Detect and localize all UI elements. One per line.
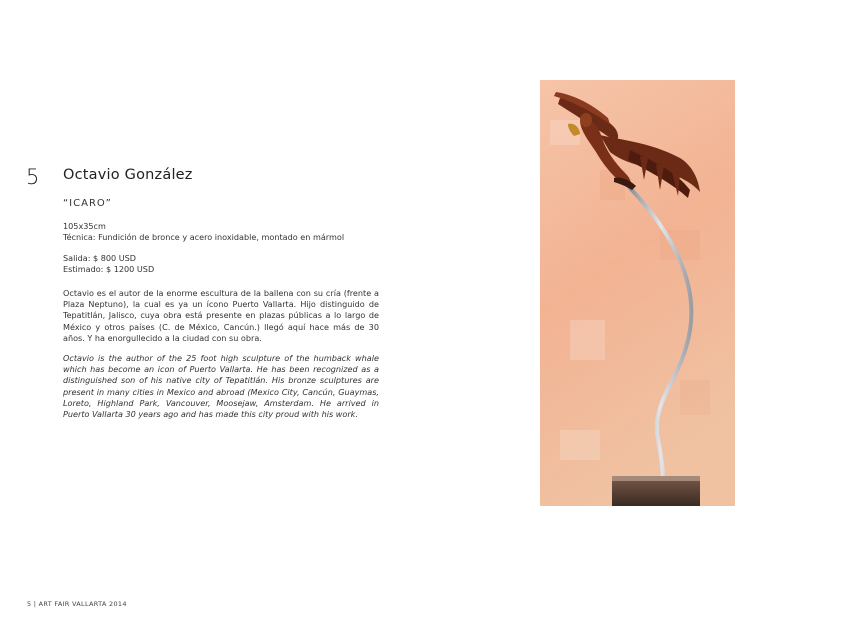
page-footer: 5 | ART FAIR VALLARTA 2014 bbox=[27, 600, 127, 608]
artwork-dimensions: 105x35cm bbox=[63, 221, 106, 231]
marble-base-top bbox=[612, 476, 700, 481]
bio-english-text: Octavio is the author of the 25 foot high sculpture of the humback whale which has become an icon of Puerto Vallarta. He has been recognized as a distinguished son of his native city of Tepatitlán. His bronze sculptures are present in many cities in Mexico and abroad (Mexico City, Cancún, Guaymas, Loreto, Highland Park, Vancouver, Moosejaw, Amsterdam. He arrived in Puerto Vallarta 30 years ago and has made this city proud with his work. bbox=[63, 353, 379, 420]
bio-english bbox=[63, 353, 379, 420]
lot-number: 5 bbox=[26, 165, 40, 189]
sculpture-illustration bbox=[540, 80, 735, 506]
artwork-specs bbox=[63, 221, 379, 243]
artwork-prices bbox=[63, 253, 379, 275]
artwork-title: “ICARO” bbox=[63, 198, 112, 209]
artist-name: Octavio González bbox=[63, 167, 193, 183]
bio-spanish bbox=[63, 288, 379, 344]
artwork-technique: Técnica: Fundición de bronce y acero inoxidable, montado en mármol bbox=[63, 232, 345, 243]
bio-spanish-text: Octavio es el autor de la enorme escultura de la ballena con su cría (frente a Plaza Neptuno), la cual es ya un ícono Puerto Vallarta. Hijo distinguido de Tepatitlán, Jalisco, cuya obra está presente en plazas públicas a lo largo de México y otros países (C. de México, Cancún.) llegó aquí hace más de 30 años. Y ha enorgullecido a la ciudad con su obra. bbox=[63, 288, 379, 343]
estimate-price: Estimado: $ 1200 USD bbox=[63, 264, 155, 275]
starting-price: Salida: $ 800 USD bbox=[63, 253, 137, 263]
artwork-photo bbox=[540, 80, 735, 506]
